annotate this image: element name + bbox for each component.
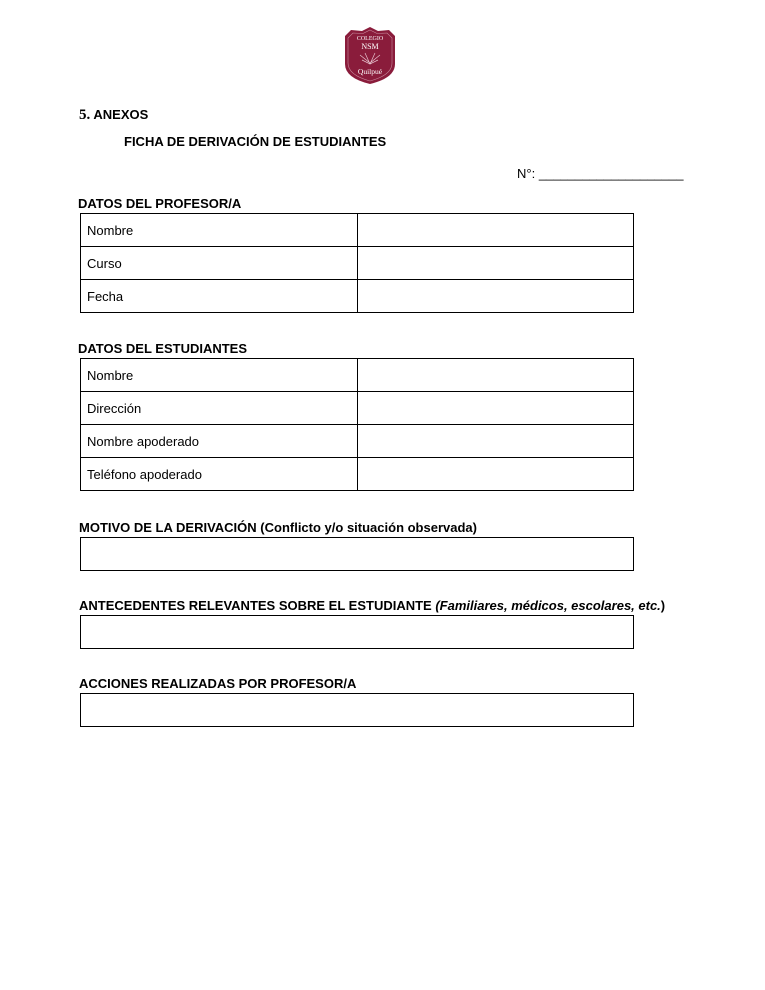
table-row (81, 425, 634, 458)
table-row (81, 280, 634, 313)
estudiante-telefono-field[interactable] (357, 458, 633, 491)
section-heading (79, 107, 148, 124)
profesor-curso-label: Curso (81, 247, 358, 280)
estudiante-apoderado-label: Nombre apoderado (81, 425, 358, 458)
antecedentes-heading (79, 598, 665, 613)
profesor-fecha-label: Fecha (81, 280, 358, 313)
acciones-field[interactable] (80, 693, 634, 727)
estudiante-nombre-field[interactable] (357, 359, 633, 392)
profesor-table (80, 213, 634, 313)
estudiante-apoderado-field[interactable] (357, 425, 633, 458)
estudiante-nombre-label: Nombre (81, 359, 358, 392)
table-row (81, 458, 634, 491)
profesor-nombre-label: Nombre (81, 214, 358, 247)
table-row (81, 392, 634, 425)
number-field-blank: ____________________ (538, 166, 684, 181)
acciones-heading: ACCIONES REALIZADAS POR PROFESOR/A (79, 676, 357, 691)
form-title: FICHA DE DERIVACIÓN DE ESTUDIANTES (124, 134, 387, 149)
crest-line-1: COLEGIO (356, 36, 384, 42)
profesor-curso-field[interactable] (357, 247, 633, 280)
table-row (81, 359, 634, 392)
estudiante-direccion-field[interactable] (357, 392, 633, 425)
antecedentes-field[interactable] (80, 615, 634, 649)
profesor-heading: DATOS DEL PROFESOR/A (78, 196, 242, 211)
crest-line-2: NSM (361, 42, 379, 51)
estudiante-telefono-label: Teléfono apoderado (81, 458, 358, 491)
number-field-label: N°: (517, 166, 536, 181)
antecedentes-heading-text: ANTECEDENTES RELEVANTES SOBRE EL ESTUDIANTE (79, 598, 436, 613)
antecedentes-heading-close: ) (660, 598, 666, 613)
antecedentes-heading-note: (Familiares, médicos, escolares, etc. (435, 598, 661, 613)
estudiante-table (80, 358, 634, 491)
section-number: 5. (79, 107, 91, 123)
motivo-field[interactable] (80, 537, 634, 571)
crest-line-3: Quilpué (357, 67, 383, 76)
motivo-heading: MOTIVO DE LA DERIVACIÓN (Conflicto y/o situación observada) (79, 520, 477, 535)
profesor-nombre-field[interactable] (357, 214, 633, 247)
estudiante-heading: DATOS DEL ESTUDIANTES (78, 341, 248, 356)
table-row (81, 247, 634, 280)
profesor-fecha-field[interactable] (357, 280, 633, 313)
section-title: ANEXOS (93, 107, 149, 122)
number-field[interactable] (517, 166, 683, 181)
school-crest-logo (343, 26, 397, 85)
table-row (81, 214, 634, 247)
estudiante-direccion-label: Dirección (81, 392, 358, 425)
